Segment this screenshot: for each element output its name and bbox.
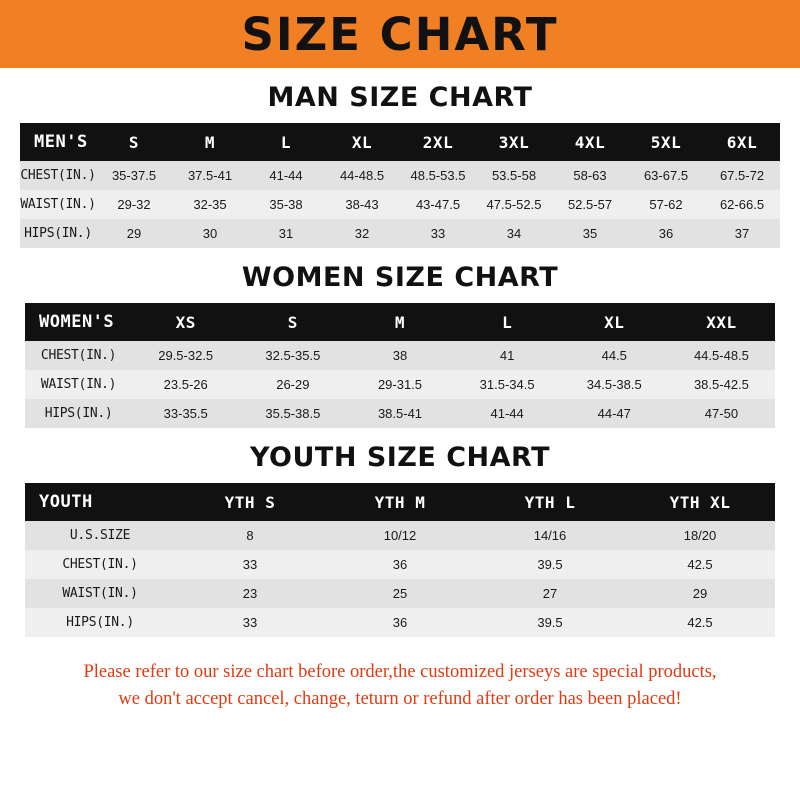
table-cell: 10/12 xyxy=(383,528,417,543)
women-section-title: WOMEN SIZE CHART xyxy=(241,262,559,293)
table-cell: 26-29 xyxy=(276,377,310,392)
table-cell: 39.5 xyxy=(537,615,563,630)
table-row xyxy=(20,219,780,248)
men-header-cell: 5XL xyxy=(650,132,682,152)
table-cell: 33 xyxy=(430,226,446,241)
footer-line-1: Please refer to our size chart before order,the customized jerseys are special products, xyxy=(83,662,717,682)
table-cell: 29 xyxy=(692,586,708,601)
men-header-cell: 2XL xyxy=(422,132,454,152)
table-cell: 29-32 xyxy=(117,197,151,212)
footer-disclaimer xyxy=(20,659,780,713)
table-cell: 37 xyxy=(734,226,750,241)
men-section-title: MAN SIZE CHART xyxy=(267,82,533,113)
table-row xyxy=(25,370,775,399)
table-cell: 32 xyxy=(354,226,370,241)
table-cell: 36 xyxy=(392,615,408,630)
table-cell: 27 xyxy=(542,586,558,601)
women-table-wrap xyxy=(20,303,780,428)
row-label: HIPS(IN.) xyxy=(44,406,113,421)
table-cell: 42.5 xyxy=(687,557,713,572)
women-size-table xyxy=(25,303,775,428)
table-cell: 29.5-32.5 xyxy=(158,348,214,363)
table-cell: 29-31.5 xyxy=(377,377,423,392)
table-cell: 43-47.5 xyxy=(415,197,461,212)
table-cell: 47.5-52.5 xyxy=(486,197,542,212)
table-cell: 38.5-41 xyxy=(377,406,423,421)
table-cell: 8 xyxy=(246,528,254,543)
youth-header-cell: YTH XL xyxy=(669,492,731,512)
table-cell: 33 xyxy=(242,557,258,572)
table-cell: 53.5-58 xyxy=(491,168,537,183)
men-header-cell: L xyxy=(280,132,292,152)
table-cell: 37.5-41 xyxy=(187,168,233,183)
table-cell: 31.5-34.5 xyxy=(479,377,535,392)
table-cell: 67.5-72 xyxy=(719,168,765,183)
footer-line-2: we don't accept cancel, change, teturn or refund after order has been placed! xyxy=(118,688,682,709)
table-cell: 52.5-57 xyxy=(567,197,613,212)
table-cell: 29 xyxy=(126,226,142,241)
table-row xyxy=(20,190,780,219)
table-cell: 57-62 xyxy=(649,197,683,212)
table-cell: 41-44 xyxy=(490,406,524,421)
table-row xyxy=(25,521,775,550)
table-row xyxy=(25,579,775,608)
table-cell: 25 xyxy=(392,586,408,601)
table-cell: 34 xyxy=(506,226,522,241)
youth-size-table xyxy=(25,483,775,637)
row-label: WAIST(IN.) xyxy=(20,197,96,212)
table-cell: 35-38 xyxy=(269,197,303,212)
men-header-cell: XL xyxy=(351,132,373,152)
men-header-cell: 6XL xyxy=(726,132,758,152)
table-cell: 47-50 xyxy=(704,406,739,421)
women-header-cell: XS xyxy=(175,312,196,332)
table-cell: 48.5-53.5 xyxy=(410,168,466,183)
men-header-cell: S xyxy=(128,132,140,152)
women-header-cell: M xyxy=(394,312,406,332)
table-cell: 30 xyxy=(202,226,218,241)
table-cell: 44.5 xyxy=(601,348,627,363)
row-label: HIPS(IN.) xyxy=(66,615,134,630)
table-cell: 23.5-26 xyxy=(163,377,208,392)
row-label: CHEST(IN.) xyxy=(40,348,117,363)
youth-header-cell: YOUTH xyxy=(39,492,93,512)
table-cell: 18/20 xyxy=(683,528,717,543)
table-cell: 23 xyxy=(242,586,258,601)
row-label: HIPS(IN.) xyxy=(24,226,92,241)
table-cell: 31 xyxy=(278,226,294,241)
row-label: CHEST(IN.) xyxy=(20,168,96,183)
men-header-cell: 3XL xyxy=(498,132,530,152)
table-row xyxy=(25,550,775,579)
youth-section-title: YOUTH SIZE CHART xyxy=(249,442,551,473)
women-header-cell: L xyxy=(502,312,513,332)
women-table-body xyxy=(25,303,775,428)
women-table-header-row xyxy=(25,303,775,341)
row-label: WAIST(IN.) xyxy=(40,377,117,392)
table-cell: 36 xyxy=(658,226,674,241)
table-cell: 33 xyxy=(242,615,258,630)
table-row xyxy=(25,399,775,428)
table-cell: 42.5 xyxy=(687,615,713,630)
table-cell: 35-37.5 xyxy=(111,168,157,183)
header-banner xyxy=(0,0,800,68)
women-header-cell: WOMEN'S xyxy=(39,312,115,332)
table-cell: 39.5 xyxy=(537,557,563,572)
table-cell: 58-63 xyxy=(573,168,607,183)
row-label: WAIST(IN.) xyxy=(62,586,138,601)
table-cell: 32.5-35.5 xyxy=(265,348,321,363)
table-row xyxy=(25,341,775,370)
table-cell: 32-35 xyxy=(193,197,227,212)
row-label: U.S.SIZE xyxy=(69,528,131,543)
page-title: SIZE CHART xyxy=(241,7,559,61)
table-cell: 34.5-38.5 xyxy=(586,377,642,392)
table-cell: 44-47 xyxy=(597,406,631,421)
table-cell: 44-48.5 xyxy=(339,168,385,183)
men-header-cell: MEN'S xyxy=(34,132,88,152)
table-cell: 38-43 xyxy=(345,197,379,212)
men-table-header-row xyxy=(20,123,780,161)
table-cell: 44.5-48.5 xyxy=(693,348,749,363)
youth-table-body xyxy=(25,483,775,637)
youth-header-cell: YTH S xyxy=(224,492,276,512)
men-table-body xyxy=(20,123,780,248)
content-area xyxy=(0,82,800,713)
table-cell: 41 xyxy=(499,348,515,363)
table-row xyxy=(25,608,775,637)
table-cell: 35.5-38.5 xyxy=(265,406,321,421)
table-row xyxy=(20,161,780,190)
women-header-cell: XL xyxy=(604,312,625,332)
youth-table-header-row xyxy=(25,483,775,521)
youth-table-wrap xyxy=(20,483,780,637)
table-cell: 62-66.5 xyxy=(719,197,765,212)
women-header-cell: XXL xyxy=(706,312,737,332)
table-cell: 33-35.5 xyxy=(163,406,208,421)
table-cell: 38 xyxy=(392,348,408,363)
table-cell: 63-67.5 xyxy=(643,168,689,183)
men-size-table xyxy=(20,123,780,248)
table-cell: 38.5-42.5 xyxy=(693,377,749,392)
youth-header-cell: YTH M xyxy=(374,492,426,512)
table-cell: 35 xyxy=(582,226,598,241)
men-header-cell: 4XL xyxy=(574,132,606,152)
women-header-cell: S xyxy=(287,312,298,332)
table-cell: 36 xyxy=(392,557,408,572)
table-cell: 14/16 xyxy=(533,528,567,543)
youth-header-cell: YTH L xyxy=(524,492,576,512)
men-header-cell: M xyxy=(204,132,216,152)
row-label: CHEST(IN.) xyxy=(62,557,138,572)
table-cell: 41-44 xyxy=(269,168,303,183)
